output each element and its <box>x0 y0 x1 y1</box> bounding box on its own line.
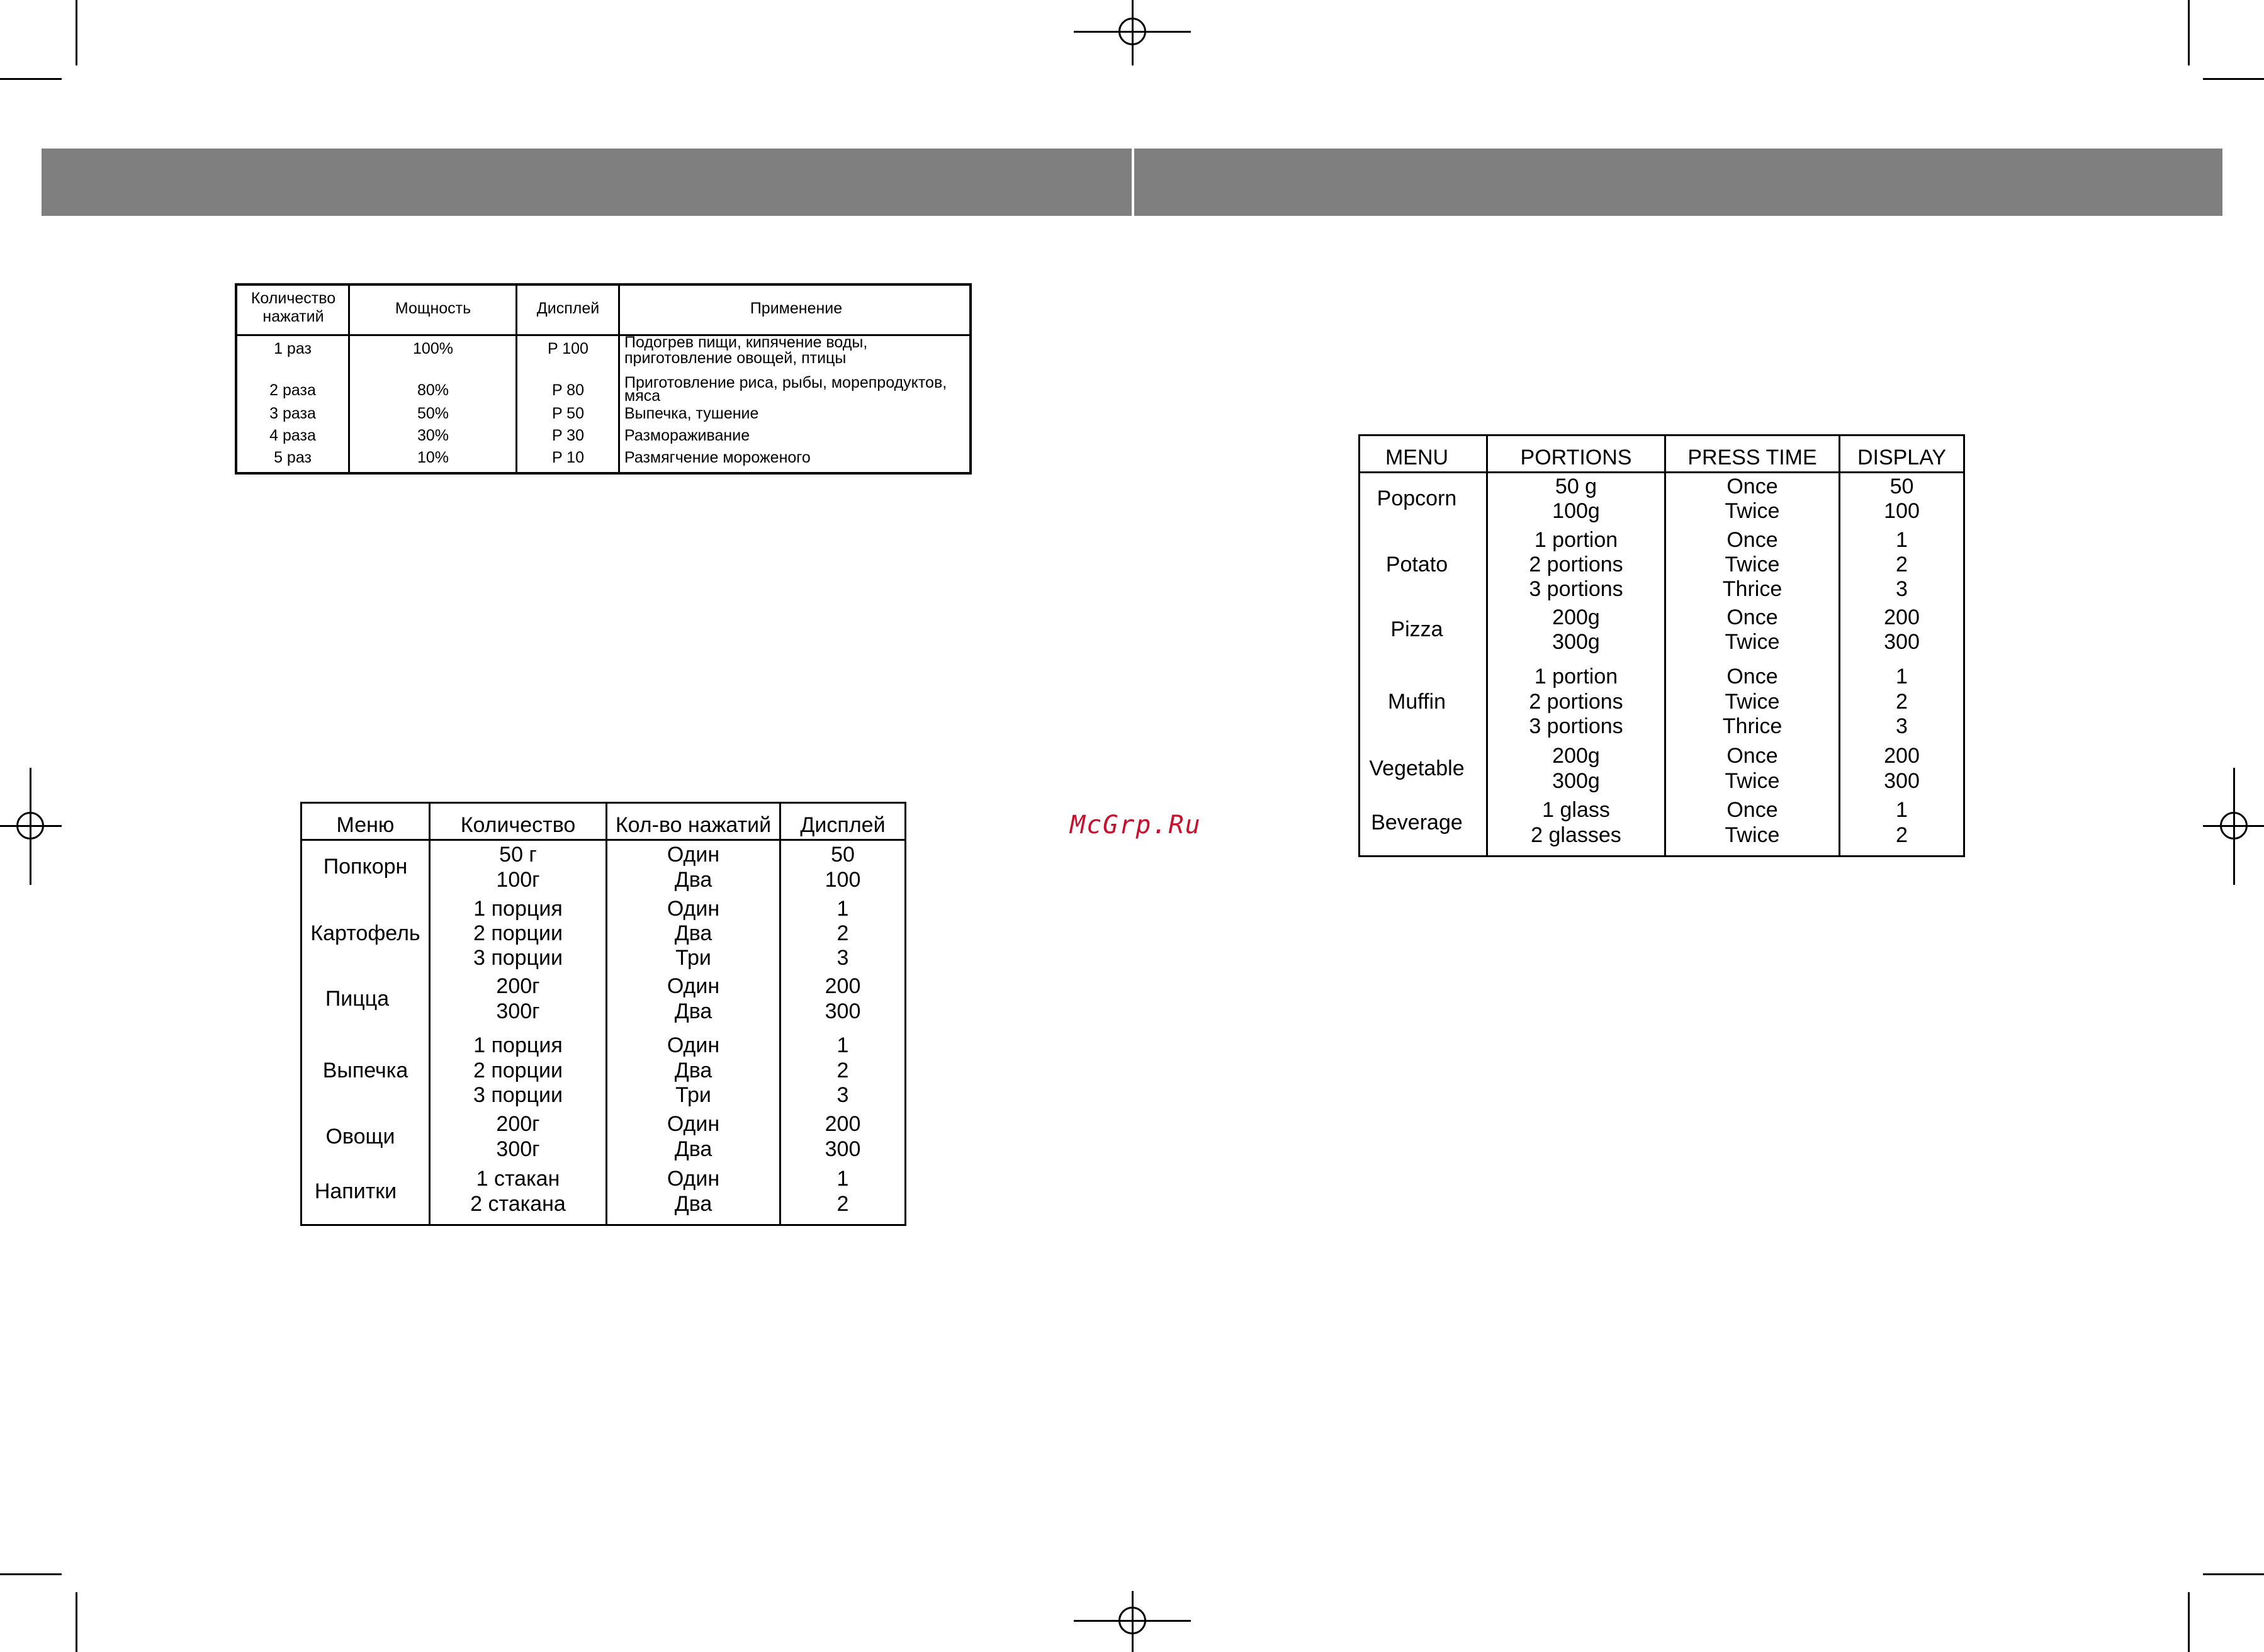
crop-mark <box>76 1592 77 1652</box>
display-cell: 2 <box>1896 690 1908 714</box>
header-menu: Меню <box>336 813 395 837</box>
menu-cell: Напитки <box>314 1179 397 1203</box>
menu-cell: Popcorn <box>1377 486 1457 510</box>
display-cell: 3 <box>836 1083 849 1107</box>
press-cell: Twice <box>1725 499 1780 523</box>
presses-cell: 3 раза <box>269 405 316 422</box>
header-power: Мощность <box>395 300 471 317</box>
menu-cell: Vegetable <box>1369 756 1465 780</box>
display-cell: 300 <box>825 1137 861 1161</box>
press-cell: Один <box>667 974 720 998</box>
display-cell: 1 <box>836 897 849 921</box>
display-cell: 3 <box>836 946 849 970</box>
display-cell: P 100 <box>548 340 589 357</box>
press-cell: Один <box>667 897 720 921</box>
header-portions: Количество <box>460 813 576 837</box>
display-cell: 50 <box>1889 475 1914 498</box>
display-cell: 2 <box>1896 823 1908 847</box>
press-cell: Once <box>1726 605 1778 629</box>
menu-cell: Картофель <box>310 921 420 945</box>
portion-cell: 200g <box>1552 744 1600 768</box>
press-cell: Twice <box>1725 690 1780 714</box>
portion-cell: 200г <box>496 1112 540 1136</box>
press-cell: Once <box>1726 528 1778 552</box>
display-cell: P 80 <box>552 381 584 399</box>
crop-mark <box>2203 78 2264 80</box>
press-cell: Twice <box>1725 769 1780 793</box>
display-cell: 50 <box>831 843 855 867</box>
portion-cell: 200g <box>1552 605 1600 629</box>
crop-mark <box>2203 1573 2264 1575</box>
crop-mark <box>2188 1592 2190 1652</box>
menu-cell: Попкорн <box>323 855 408 879</box>
power-cell: 50% <box>417 405 449 422</box>
portion-cell: 50 g <box>1555 475 1597 498</box>
use-cell: Размораживание <box>624 427 750 444</box>
header-display: DISPLAY <box>1857 446 1947 469</box>
portion-cell: 300g <box>1552 769 1600 793</box>
portion-cell: 1 portion <box>1534 665 1618 688</box>
portion-cell: 2 порции <box>473 921 563 945</box>
portion-cell: 1 portion <box>1534 528 1618 552</box>
press-cell: Once <box>1726 744 1778 768</box>
header-use: Применение <box>750 300 843 317</box>
display-cell: 1 <box>836 1033 849 1057</box>
portion-cell: 1 стакан <box>476 1167 560 1191</box>
display-cell: 200 <box>825 974 861 998</box>
portion-cell: 1 порция <box>473 897 563 921</box>
use-cell: Приготовление риса, рыбы, морепродуктов, мяса <box>624 374 947 405</box>
header-display: Дисплей <box>536 300 600 317</box>
display-cell: 1 <box>1896 665 1908 688</box>
portion-cell: 1 glass <box>1542 798 1610 822</box>
portion-cell: 1 порция <box>473 1033 563 1057</box>
portion-cell: 2 порции <box>473 1059 563 1082</box>
display-cell: 200 <box>1884 605 1920 629</box>
header-bar-right <box>1134 149 2222 216</box>
header-press: PRESS TIME <box>1687 446 1817 469</box>
crop-mark <box>0 1573 62 1575</box>
display-cell: 100 <box>1884 499 1920 523</box>
use-cell: Выпечка, тушение <box>624 405 759 422</box>
presses-cell: 4 раза <box>269 427 316 444</box>
portion-cell: 3 порции <box>473 1083 563 1107</box>
use-cell: Размягчение мороженого <box>624 449 811 466</box>
press-cell: Два <box>674 999 712 1023</box>
press-cell: Twice <box>1725 823 1780 847</box>
press-cell: Один <box>667 1112 720 1136</box>
use-cell: Подогрев пищи, кипячение воды, приготовление овощей, птицы <box>624 334 868 367</box>
portion-cell: 3 порции <box>473 946 563 970</box>
press-cell: Twice <box>1725 553 1780 576</box>
display-cell: 1 <box>836 1167 849 1191</box>
display-cell: 2 <box>836 1059 849 1082</box>
display-cell: 300 <box>1884 769 1920 793</box>
display-cell: 300 <box>1884 630 1920 654</box>
display-cell: P 10 <box>552 449 584 466</box>
display-cell: 1 <box>1896 798 1908 822</box>
press-cell: Once <box>1726 475 1778 498</box>
press-cell: Три <box>675 946 711 970</box>
menu-cell: Пицца <box>325 987 390 1011</box>
portion-cell: 300г <box>496 999 540 1023</box>
display-cell: 2 <box>1896 553 1908 576</box>
press-cell: Один <box>667 1033 720 1057</box>
menu-cell: Выпечка <box>322 1059 408 1082</box>
display-cell: 200 <box>1884 744 1920 768</box>
display-cell: 3 <box>1896 714 1908 738</box>
menu-cell: Potato <box>1385 553 1448 576</box>
portion-cell: 2 glasses <box>1531 823 1621 847</box>
watermark: McGrp.Ru <box>1070 811 1202 840</box>
press-cell: Два <box>674 868 712 892</box>
display-cell: 100 <box>825 868 861 892</box>
header-menu: MENU <box>1385 446 1449 469</box>
power-level-table <box>235 283 972 475</box>
press-cell: Два <box>674 921 712 945</box>
press-cell: Два <box>674 1059 712 1082</box>
press-cell: Thrice <box>1722 714 1782 738</box>
display-cell: 300 <box>825 999 861 1023</box>
presses-cell: 5 раз <box>274 449 312 466</box>
header-display: Дисплей <box>800 813 886 837</box>
auto-menu-table-ru <box>300 802 906 1226</box>
press-cell: Один <box>667 843 720 867</box>
portion-cell: 100g <box>1552 499 1600 523</box>
presses-cell: 1 раз <box>274 340 312 357</box>
header-portions: PORTIONS <box>1520 446 1632 469</box>
menu-cell: Muffin <box>1388 690 1446 714</box>
press-cell: Thrice <box>1722 577 1782 601</box>
menu-cell: Овощи <box>325 1125 395 1149</box>
press-cell: Once <box>1726 798 1778 822</box>
crop-mark <box>0 78 62 80</box>
power-cell: 30% <box>417 427 449 444</box>
portion-cell: 2 portions <box>1529 553 1623 576</box>
display-cell: P 50 <box>552 405 584 422</box>
display-cell: 1 <box>1896 528 1908 552</box>
display-cell: 2 <box>836 921 849 945</box>
press-cell: Один <box>667 1167 720 1191</box>
power-cell: 100% <box>413 340 453 357</box>
portion-cell: 3 portions <box>1529 714 1623 738</box>
display-cell: P 30 <box>552 427 584 444</box>
press-cell: Twice <box>1725 630 1780 654</box>
portion-cell: 200г <box>496 974 540 998</box>
menu-cell: Beverage <box>1371 811 1463 834</box>
header-bar-left <box>42 149 1132 216</box>
press-cell: Три <box>675 1083 711 1107</box>
display-cell: 3 <box>1896 577 1908 601</box>
portion-cell: 300g <box>1552 630 1600 654</box>
press-cell: Once <box>1726 665 1778 688</box>
display-cell: 200 <box>825 1112 861 1136</box>
power-cell: 80% <box>417 381 449 399</box>
press-cell: Два <box>674 1137 712 1161</box>
menu-cell: Pizza <box>1390 617 1443 641</box>
portion-cell: 100г <box>496 868 540 892</box>
header-press: Кол-во нажатий <box>615 813 772 837</box>
power-cell: 10% <box>417 449 449 466</box>
portion-cell: 3 portions <box>1529 577 1623 601</box>
header-presses: Количество нажатий <box>251 289 336 325</box>
portion-cell: 2 стакана <box>470 1192 566 1216</box>
portion-cell: 50 г <box>499 843 537 867</box>
crop-mark <box>2188 0 2190 65</box>
portion-cell: 300г <box>496 1137 540 1161</box>
crop-mark <box>76 0 77 65</box>
press-cell: Два <box>674 1192 712 1216</box>
portion-cell: 2 portions <box>1529 690 1623 714</box>
auto-menu-table-en <box>1358 434 1965 857</box>
display-cell: 2 <box>836 1192 849 1216</box>
presses-cell: 2 раза <box>269 381 316 399</box>
